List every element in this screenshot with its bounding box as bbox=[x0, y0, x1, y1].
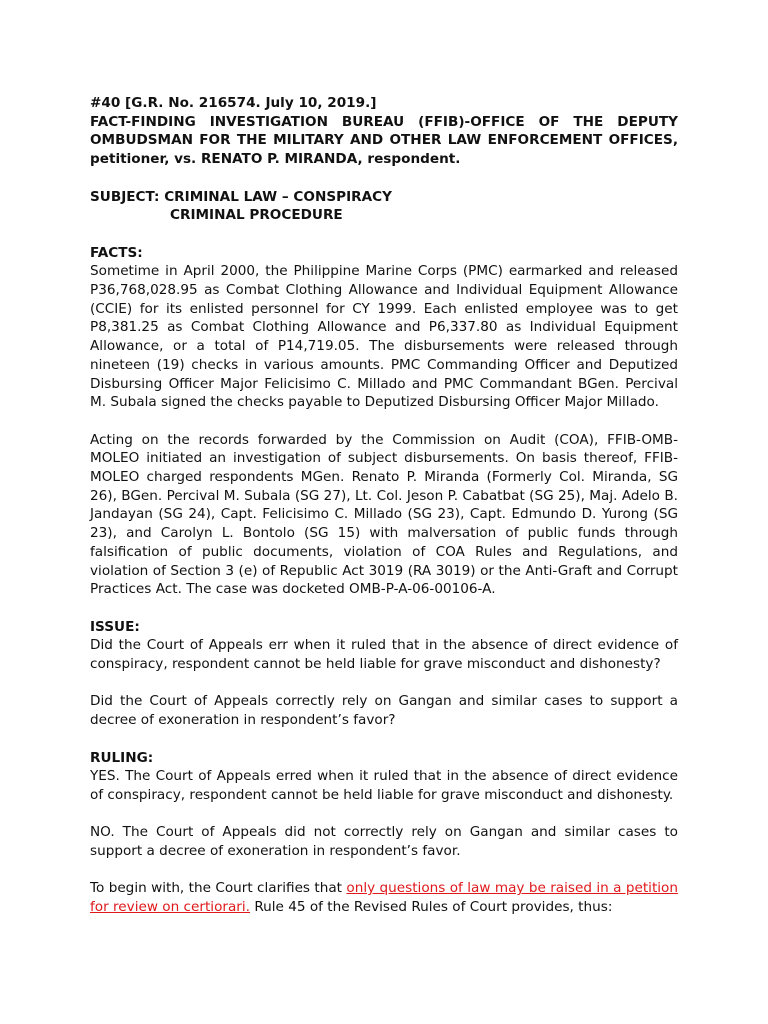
spacer bbox=[90, 730, 678, 749]
ruling-answer-2: NO. The Court of Appeals did not correctly rely on Gangan and similar cases to support a decree of exoneration in respondent’s favor. bbox=[90, 824, 678, 860]
ruling-final-prefix: To begin with, the Court clarifies that bbox=[90, 880, 347, 897]
issue-heading: ISSUE: bbox=[90, 618, 140, 635]
issue-question-2: Did the Court of Appeals correctly rely on Gangan and similar cases to support a decree of exoneration in respondent’s favor? bbox=[90, 693, 678, 729]
facts-paragraph-2: Acting on the records forwarded by the Commission on Audit (COA), FFIB-OMB-MOLEO initiated an investigation of subject disbursements. On basis thereof, FFIB-MOLEO charged respondents MGen. Renato P. Miranda (Formerly Col. Miranda, SG 26), BGen. Percival M. Subala (SG 27), Lt. Col. Jeson P. Cabatbat (SG 25), Maj. Adelo B. Jandayan (SG 24), Capt. Felicisimo C. Millado (SG 23), Capt. Edmundo D. Yurong (SG 23), and Carolyn L. Bontolo (SG 15) with malversation of public funds through falsification of public documents, violation of COA Rules and Regulations, and violation of Section 3 (e) of Republic Act 3019 (RA 3019) or the Anti-Graft and Corrupt Practices Act. The case was docketed OMB-P-A-06-00106-A. bbox=[90, 431, 678, 598]
case-title: FACT-FINDING INVESTIGATION BUREAU (FFIB)-OFFICE OF THE DEPUTY OMBUDSMAN FOR THE MILITARY AND OTHER LAW ENFORCEMENT OFFICES, petitioner, vs. RENATO P. MIRANDA, respondent. bbox=[90, 113, 678, 168]
spacer bbox=[90, 225, 678, 244]
spacer bbox=[90, 861, 678, 880]
facts-heading: FACTS: bbox=[90, 244, 143, 261]
spacer bbox=[90, 674, 678, 693]
case-number: #40 [G.R. No. 216574. July 10, 2019.] bbox=[90, 95, 377, 111]
subject-line: SUBJECT: CRIMINAL LAW – CONSPIRACY bbox=[90, 188, 392, 205]
ruling-heading: RULING: bbox=[90, 749, 154, 766]
ruling-final-suffix: Rule 45 of the Revised Rules of Court provides, thus: bbox=[250, 899, 613, 916]
spacer bbox=[90, 599, 678, 618]
ruling-answer-1: YES. The Court of Appeals erred when it ruled that in the absence of direct evidence of conspiracy, respondent cannot be held liable for grave misconduct and dishonesty. bbox=[90, 768, 678, 803]
subject-line-secondary: CRIMINAL PROCEDURE bbox=[170, 207, 343, 224]
certiorari-link[interactable]: only questions of law may be raised in a petition for review on certiorari. bbox=[90, 880, 678, 916]
spacer bbox=[90, 412, 678, 431]
issue-question-1: Did the Court of Appeals err when it ruled that in the absence of direct evidence of conspiracy, respondent cannot be held liable for grave misconduct and dishonesty? bbox=[90, 637, 678, 673]
spacer bbox=[90, 169, 678, 188]
document-page bbox=[90, 94, 678, 917]
facts-paragraph-1: Sometime in April 2000, the Philippine Marine Corps (PMC) earmarked and released P36,768,028.95 as Combat Clothing Allowance and Individual Equipment Allowance (CCIE) for its enlisted personnel for CY 1999. Each enlisted employee was to get P8,381.25 as Combat Clothing Allowance and P6,337.80 as Individual Equipment Allowance, or a total of P14,719.05. The disbursements were released through nineteen (19) checks in various amounts. PMC Commanding Officer and Deputized Disbursing Officer Major Felicisimo C. Millado and PMC Commandant BGen. Percival M. Subala signed the checks payable to Deputized Disbursing Officer Major Millado. bbox=[90, 263, 678, 411]
spacer bbox=[90, 805, 678, 824]
ruling-final-paragraph bbox=[90, 879, 678, 916]
